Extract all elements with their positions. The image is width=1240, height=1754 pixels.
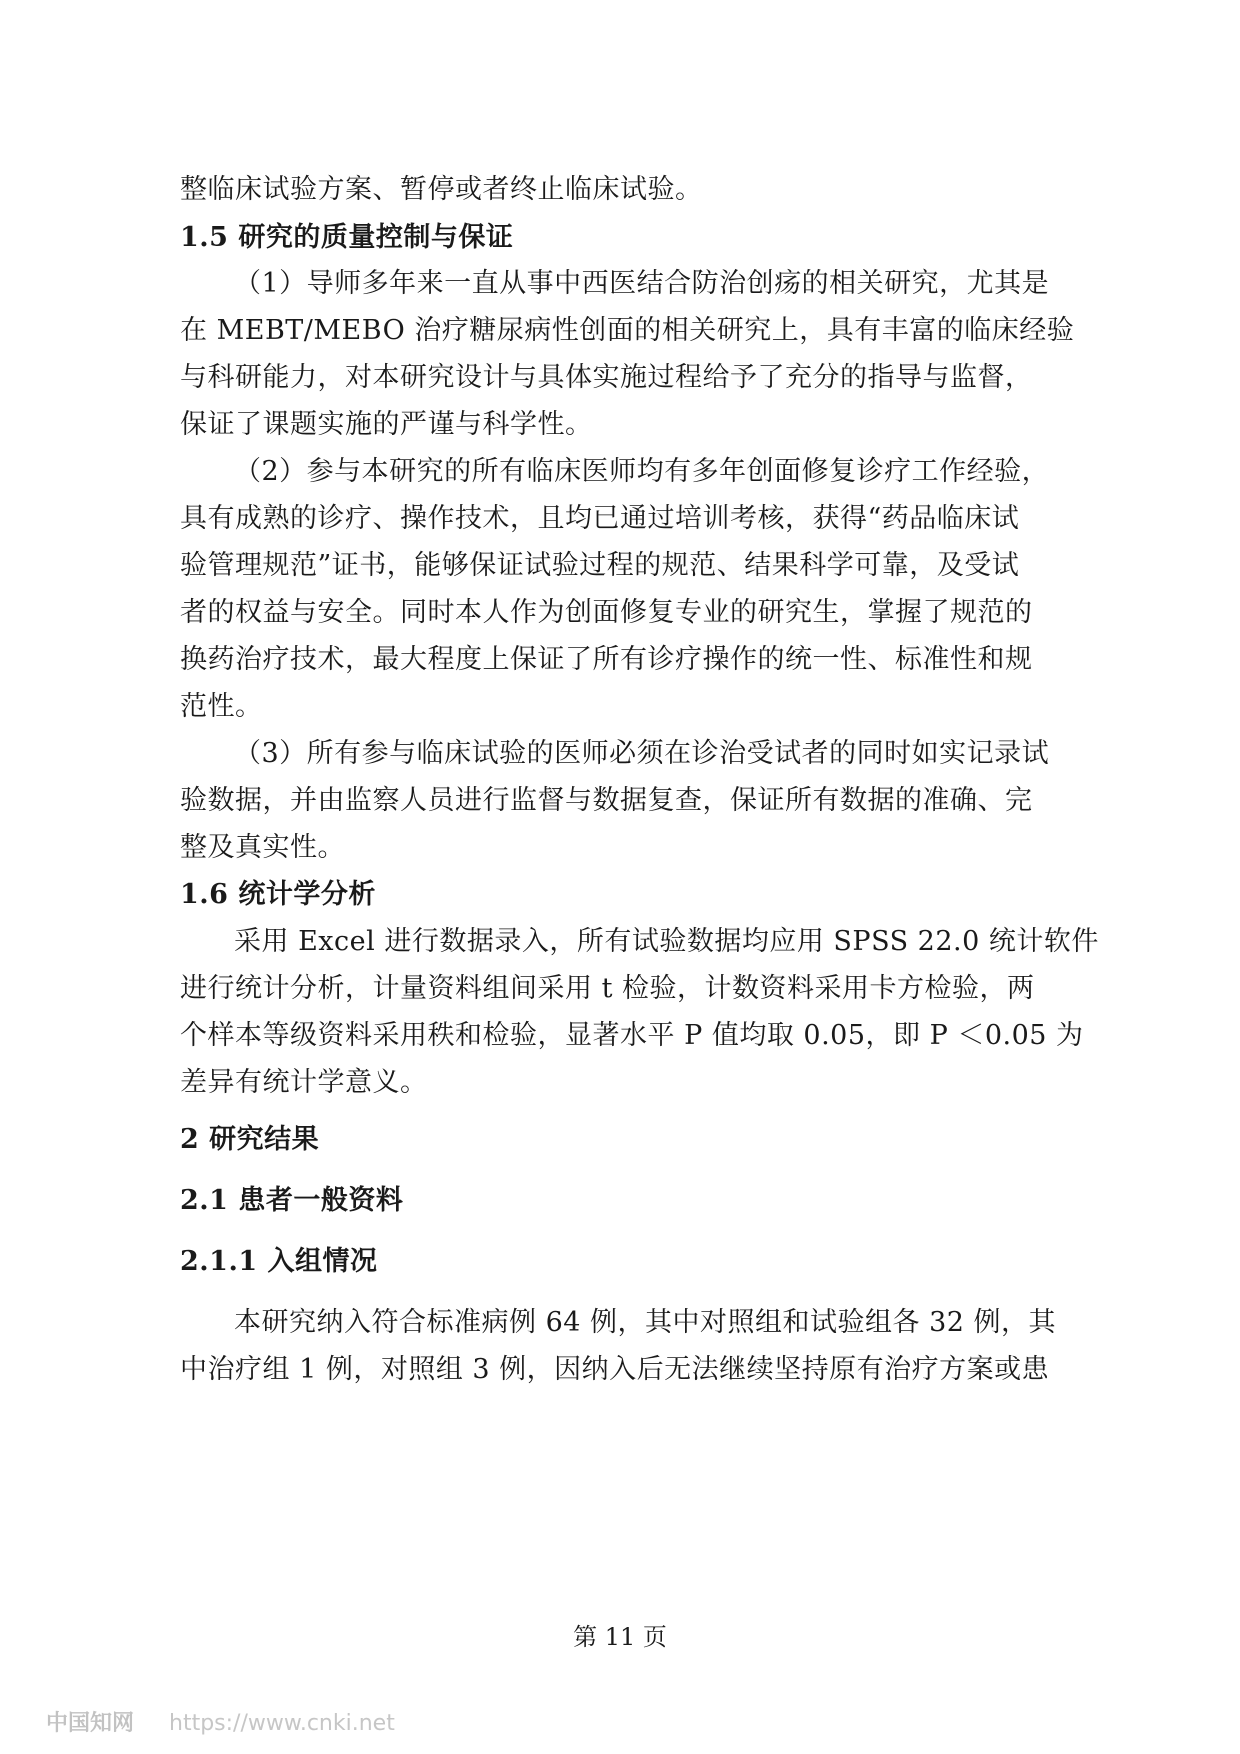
watermark-url: https://www.cnki.net	[169, 1711, 395, 1736]
body-text-line: 范性。	[180, 691, 263, 722]
body-text-line: （2）参与本研究的所有临床医师均有多年创面修复诊疗工作经验，	[234, 456, 1050, 487]
section-heading-2: 2 研究结果	[180, 1124, 320, 1155]
watermark	[46, 1706, 395, 1737]
section-heading-2-1: 2.1 患者一般资料	[180, 1185, 404, 1216]
body-text-line: 中治疗组 1 例，对照组 3 例，因纳入后无法继续坚持原有治疗方案或患	[180, 1354, 1050, 1385]
body-text-line: 个样本等级资料采用秩和检验，显著水平 P 值均取 0.05，即 P ＜0.05 为	[180, 1020, 1084, 1051]
body-text-line: 者的权益与安全。同时本人作为创面修复专业的研究生，掌握了规范的	[180, 597, 1033, 628]
body-text-line: 进行统计分析，计量资料组间采用 t 检验，计数资料采用卡方检验，两	[180, 973, 1035, 1004]
body-text-line: （1）导师多年来一直从事中西医结合防治创疡的相关研究，尤其是	[234, 268, 1050, 299]
body-text-line: 采用 Excel 进行数据录入，所有试验数据均应用 SPSS 22.0 统计软件	[234, 926, 1099, 957]
section-heading-1-5: 1.5 研究的质量控制与保证	[180, 222, 514, 253]
body-text-line: 换药治疗技术，最大程度上保证了所有诊疗操作的统一性、标准性和规	[180, 644, 1033, 675]
body-text-line: 差异有统计学意义。	[180, 1067, 428, 1098]
body-text-line: 验管理规范”证书，能够保证试验过程的规范、结果科学可靠，及受试	[180, 550, 1020, 581]
body-text-line: 本研究纳入符合标准病例 64 例，其中对照组和试验组各 32 例，其	[234, 1307, 1057, 1338]
section-heading-1-6: 1.6 统计学分析	[180, 879, 376, 910]
body-text-line: 具有成熟的诊疗、操作技术，且均已通过培训考核，获得“药品临床试	[180, 503, 1020, 534]
body-text-line: 与科研能力，对本研究设计与具体实施过程给予了充分的指导与监督，	[180, 362, 1033, 393]
body-text-line: 在 MEBT/MEBO 治疗糖尿病性创面的相关研究上，具有丰富的临床经验	[180, 315, 1075, 346]
watermark-brand: 中国知网	[46, 1711, 135, 1736]
body-text-line: 保证了课题实施的严谨与科学性。	[180, 409, 593, 440]
body-text-line: 整及真实性。	[180, 832, 345, 863]
body-text-line: 验数据，并由监察人员进行监督与数据复查，保证所有数据的准确、完	[180, 785, 1033, 816]
section-heading-2-1-1: 2.1.1 入组情况	[180, 1246, 378, 1277]
body-text-line: 整临床试验方案、暂停或者终止临床试验。	[180, 174, 703, 205]
page-number: 第 11 页	[573, 1623, 667, 1651]
body-text-line: （3）所有参与临床试验的医师必须在诊治受试者的同时如实记录试	[234, 738, 1050, 769]
